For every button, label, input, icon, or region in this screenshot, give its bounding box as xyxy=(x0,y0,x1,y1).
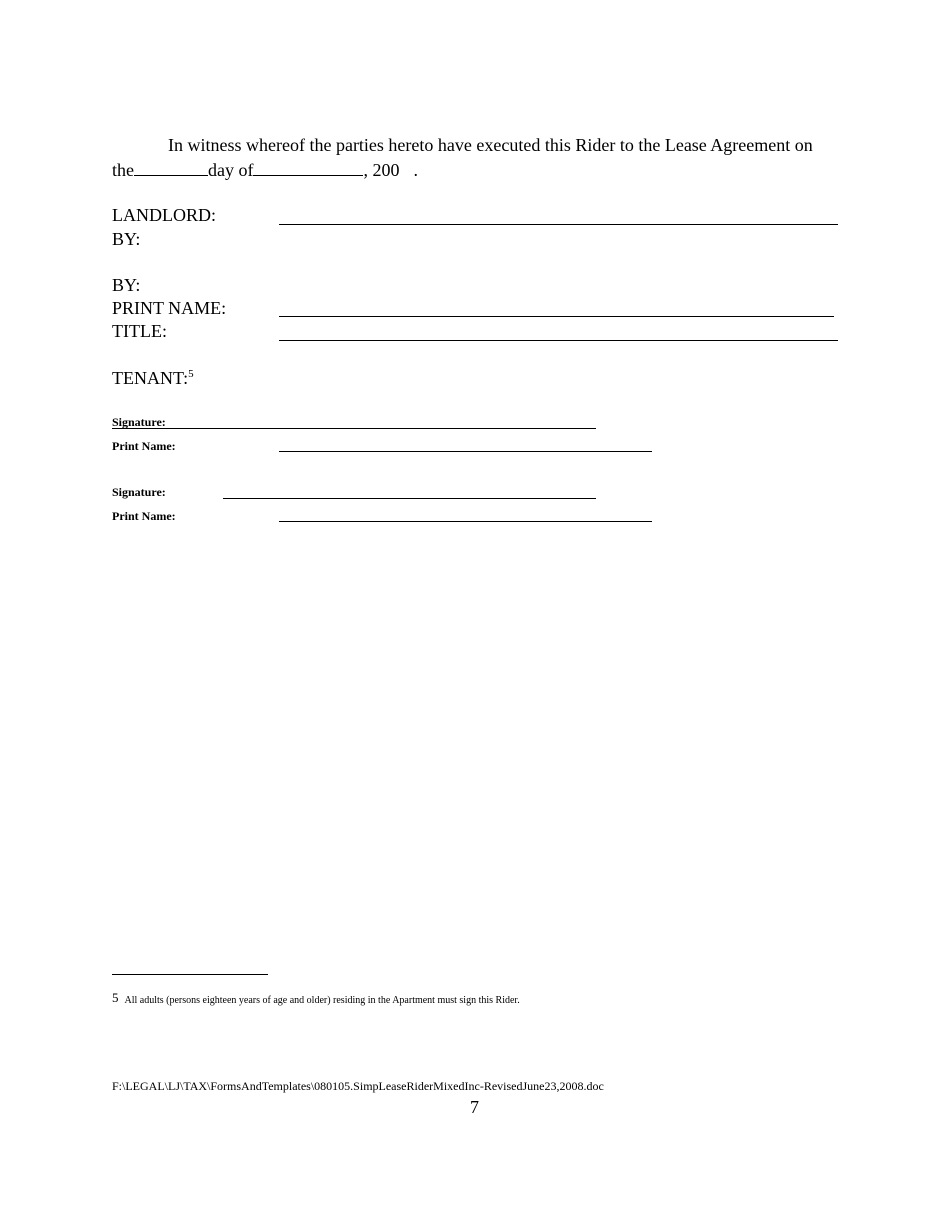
witness-line-2 xyxy=(112,159,418,181)
tenant-signature-line-2[interactable] xyxy=(223,498,596,499)
tenant-print-name-label-2: Print Name: xyxy=(112,509,176,523)
footnote-ref: 5 xyxy=(188,368,194,380)
landlord-print-name-line[interactable] xyxy=(279,316,834,317)
tenant-label-text: TENANT: xyxy=(112,368,189,388)
tenant-signature-label-2: Signature: xyxy=(112,485,166,499)
tenant-print-name-label-1: Print Name: xyxy=(112,439,176,453)
landlord-title-line[interactable] xyxy=(279,340,838,341)
witness-end: . xyxy=(413,160,418,180)
landlord-signature-line[interactable] xyxy=(279,224,838,225)
landlord-print-name-label: PRINT NAME: xyxy=(112,298,227,318)
witness-year: , 200 xyxy=(363,160,400,180)
footnote xyxy=(112,990,520,1008)
tenant-print-name-line-1[interactable] xyxy=(279,451,652,452)
day-blank[interactable] xyxy=(134,159,208,176)
page-number: 7 xyxy=(470,1097,479,1117)
witness-day-of: day of xyxy=(208,160,254,180)
footnote-number: 5 xyxy=(112,990,119,1005)
landlord-by-1: BY: xyxy=(112,229,141,249)
witness-line-1: In witness whereof the parties hereto have executed this Rider to the Lease Agreement on xyxy=(168,135,813,155)
footer-file-path: F:\LEGAL\LJ\TAX\FormsAndTemplates\080105.SimpLeaseRiderMixedInc-RevisedJune23,2008.doc xyxy=(112,1079,604,1093)
tenant-label xyxy=(112,368,194,389)
landlord-by-2: BY: xyxy=(112,275,141,295)
tenant-signature-line-1[interactable] xyxy=(112,428,596,429)
footnote-text: All adults (persons eighteen years of age and older) residing in the Apartment must sign this Rider. xyxy=(124,995,520,1006)
tenant-signature-label-1: Signature: xyxy=(112,415,166,429)
witness-the: the xyxy=(112,160,134,180)
footnote-separator xyxy=(112,974,268,975)
month-blank[interactable] xyxy=(253,159,363,176)
landlord-title-label: TITLE: xyxy=(112,321,167,341)
tenant-print-name-line-2[interactable] xyxy=(279,521,652,522)
landlord-label: LANDLORD: xyxy=(112,205,216,225)
